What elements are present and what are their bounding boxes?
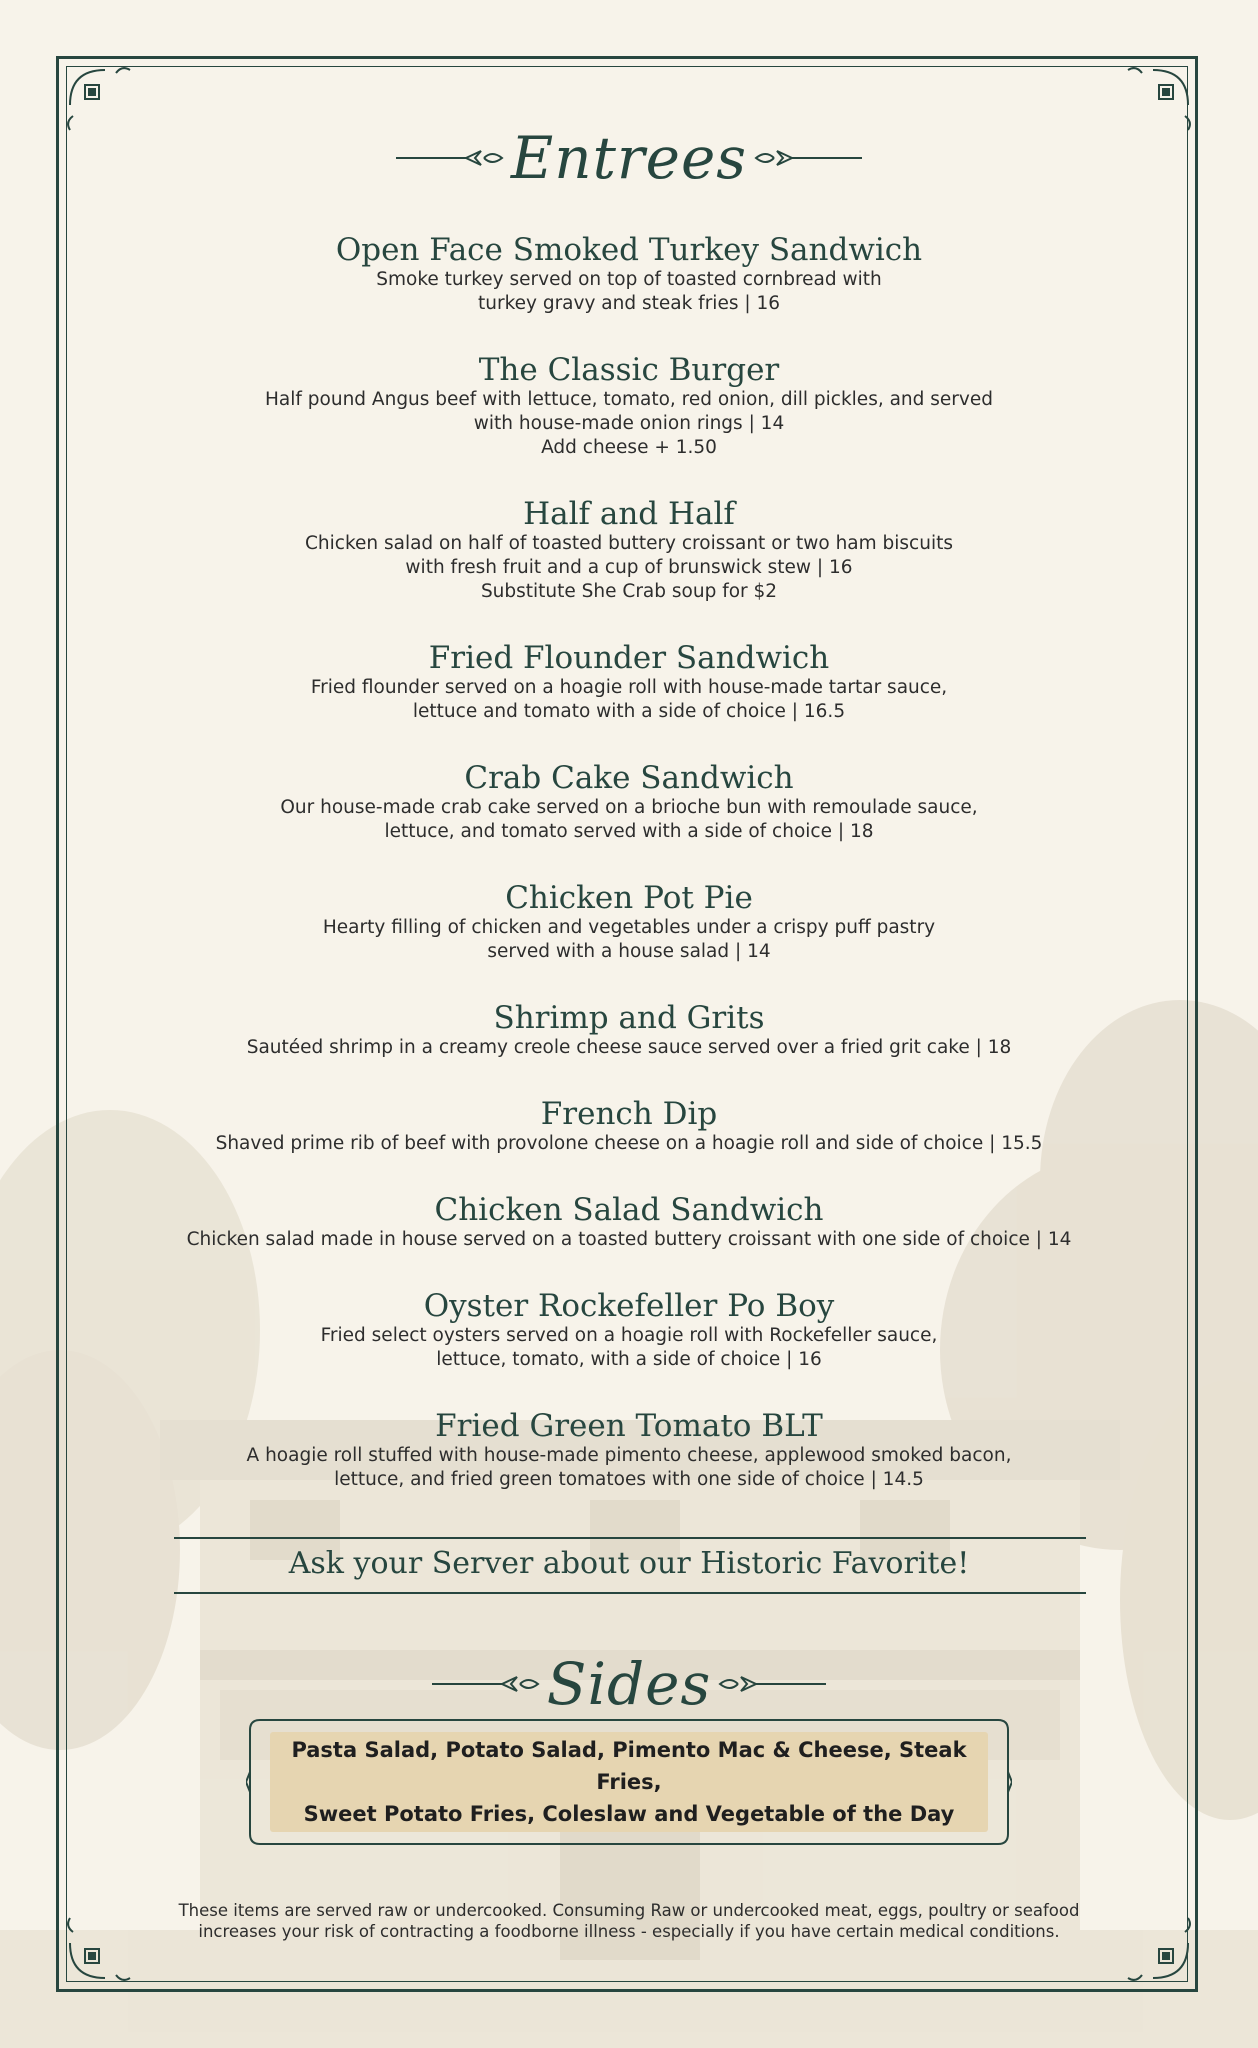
divider-rule xyxy=(174,1592,1086,1594)
menu-item xyxy=(0,880,1258,964)
entrees-heading xyxy=(0,124,1258,192)
menu-item xyxy=(0,352,1258,460)
menu-item-description: Shaved prime rib of beef with provolone cheese on a hoagie roll and side of choice | 15.5 xyxy=(215,1133,1043,1154)
menu-item-description: A hoagie roll stuffed with house-made pimento cheese, applewood smoked bacon, xyxy=(246,1445,1012,1466)
menu-item-name: Fried Green Tomato BLT xyxy=(435,1408,823,1444)
menu-item-description: with house-made onion rings | 14 xyxy=(473,413,785,434)
menu-item-description: Chicken salad on half of toasted buttery croissant or two ham biscuits xyxy=(304,533,953,554)
menu-item xyxy=(0,760,1258,844)
menu-item xyxy=(0,1288,1258,1372)
menu-item-name: Half and Half xyxy=(523,496,735,532)
menu-item-name: Chicken Pot Pie xyxy=(505,880,753,916)
menu-item-description: lettuce and tomato with a side of choice | 16.5 xyxy=(412,701,846,722)
flourish-left-icon xyxy=(396,148,506,168)
menu-item xyxy=(0,232,1258,316)
menu-item-description: Fried select oysters served on a hoagie roll with Rockefeller sauce, xyxy=(320,1325,938,1346)
menu-item xyxy=(0,1096,1258,1156)
menu-item-description: Add cheese + 1.50 xyxy=(541,437,717,458)
menu-item-name: French Dip xyxy=(540,1096,718,1132)
divider-rule xyxy=(174,1537,1086,1539)
disclaimer-line: These items are served raw or undercooked. Consuming Raw or undercooked meat, eggs, poultry or seafood xyxy=(178,1901,1080,1920)
sides-box-frame-icon xyxy=(246,1716,1012,1848)
menu-item xyxy=(0,1000,1258,1060)
sides-heading xyxy=(0,1650,1258,1718)
historic-favorite-banner: Ask your Server about our Historic Favorite! xyxy=(288,1546,970,1581)
menu-item-name: Shrimp and Grits xyxy=(493,1000,765,1036)
menu-item-description: Smoke turkey served on top of toasted cornbread with xyxy=(376,269,882,290)
sides-title: Sides xyxy=(546,1650,712,1718)
menu-item-description: served with a house salad | 14 xyxy=(487,941,771,962)
flourish-right-icon xyxy=(716,1674,826,1694)
menu-item-description: lettuce, and tomato served with a side of choice | 18 xyxy=(384,821,874,842)
menu-item-name: Crab Cake Sandwich xyxy=(464,760,794,796)
menu-item-name: Fried Flounder Sandwich xyxy=(428,640,830,676)
menu-item xyxy=(0,496,1258,604)
menu-item-name: Oyster Rockefeller Po Boy xyxy=(423,1288,835,1324)
flourish-right-icon xyxy=(752,148,862,168)
menu-item-description: Substitute She Crab soup for $2 xyxy=(480,581,778,602)
menu-item-description: Sautéed shrimp in a creamy creole cheese sauce served over a fried grit cake | 18 xyxy=(246,1037,1012,1058)
sides-list-line: Sweet Potato Fries, Coleslaw and Vegetable of the Day xyxy=(303,1802,955,1826)
menu-item xyxy=(0,640,1258,724)
menu-item-name: The Classic Burger xyxy=(478,352,780,388)
menu-item-name: Chicken Salad Sandwich xyxy=(434,1192,824,1228)
menu-item-description: with fresh fruit and a cup of brunswick stew | 16 xyxy=(405,557,853,578)
food-safety-disclaimer xyxy=(0,1900,1258,1942)
menu-item xyxy=(0,1192,1258,1252)
menu-item-description: Half pound Angus beef with lettuce, tomato, red onion, dill pickles, and served xyxy=(265,389,993,410)
menu-item-description: Our house-made crab cake served on a brioche bun with remoulade sauce, xyxy=(280,797,978,818)
menu-item-description: lettuce, and fried green tomatoes with one side of choice | 14.5 xyxy=(334,1469,924,1490)
menu-item-description: Chicken salad made in house served on a toasted buttery croissant with one side of choice | 14 xyxy=(186,1229,1072,1250)
menu-item-description: Hearty filling of chicken and vegetables under a crispy puff pastry xyxy=(322,917,936,938)
menu-item-name: Open Face Smoked Turkey Sandwich xyxy=(335,232,923,268)
sides-list-line: Pasta Salad, Potato Salad, Pimento Mac & Cheese, Steak Fries, xyxy=(291,1738,967,1794)
menu-item xyxy=(0,1408,1258,1492)
flourish-left-icon xyxy=(432,1674,542,1694)
menu-item-description: turkey gravy and steak fries | 16 xyxy=(477,293,781,314)
disclaimer-line: increases your risk of contracting a foodborne illness - especially if you have certain medical conditions. xyxy=(198,1922,1060,1941)
menu-item-description: Fried flounder served on a hoagie roll with house-made tartar sauce, xyxy=(310,677,948,698)
menu-item-description: lettuce, tomato, with a side of choice | 16 xyxy=(436,1349,822,1370)
entrees-title: Entrees xyxy=(510,124,748,192)
